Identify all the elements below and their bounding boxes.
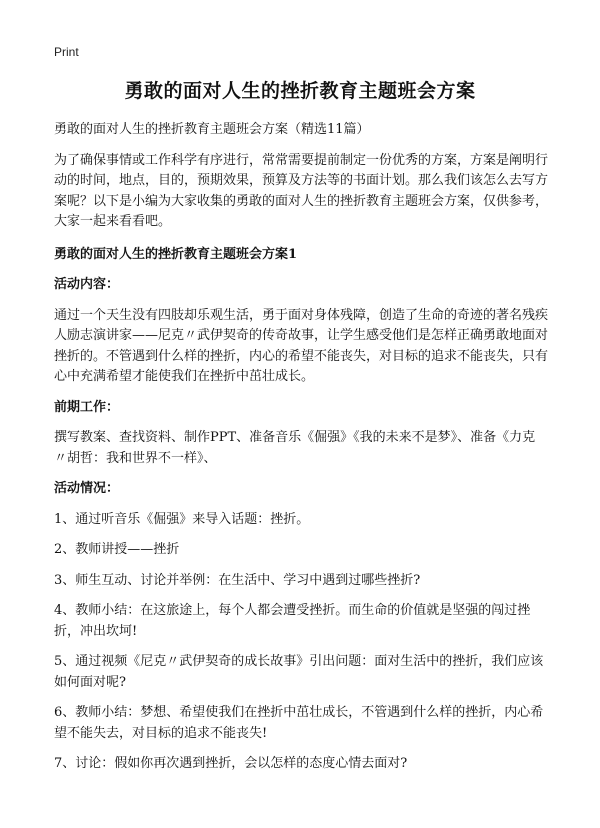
print-link[interactable]: Print [54, 45, 79, 59]
activity-process-heading: 活动情况： [54, 481, 120, 496]
activity-content-paragraph: 通过一个天生没有四肢却乐观生活，勇于面对身体残障，创造了生命的奇迹的著名残疾人励志演讲家——尼克〃武伊契奇的传奇故事，让学生感受他们是怎样正确勇敢地面对挫折的。不管遇到什么样的挫折，内心的希望不能丧失，对目标的追求不能丧失，只有心中充满希望才能使我们在挫折中茁壮成长。 [54, 307, 549, 384]
list-item: 6、教师小结：梦想、希望使我们在挫折中茁壮成长，不管遇到什么样的挫折，内心希望不能失去，对目标的追求不能丧失! [54, 705, 544, 741]
document-subtitle: 勇敢的面对人生的挫折教育主题班会方案（精选11篇） [54, 122, 370, 137]
list-item: 1、通过听音乐《倔强》来导入话题：挫折。 [54, 511, 310, 527]
list-item: 2、教师讲授——挫折 [54, 542, 180, 557]
list-item: 4、教师小结：在这旅途上，每个人都会遭受挫折。而生命的价值就是坚强的闯过挫折，冲出坎坷! [54, 603, 531, 639]
page-title: 勇敢的面对人生的挫折教育主题班会方案 [124, 80, 476, 102]
list-item: 7、讨论：假如你再次遇到挫折，会以怎样的态度心情去面对? [54, 756, 408, 771]
activity-content-heading: 活动内容： [54, 277, 120, 292]
preparation-paragraph: 撰写教案、查找资料、制作PPT、准备音乐《倔强》《我的未来不是梦》、准备《力克〃胡哲：我和世界不一样》、 [54, 430, 536, 466]
document-body [54, 120, 548, 785]
intro-paragraph: 为了确保事情或工作科学有序进行，常常需要提前制定一份优秀的方案，方案是阐明行动的时间，地点，目的，预期效果，预算及方法等的书面计划。那么我们该怎么去写方案呢？以下是小编为大家收集的勇敢的面对人生的挫折教育主题班会方案，仅供参考，大家一起来看看吧。 [54, 152, 549, 229]
preparation-heading: 前期工作： [54, 399, 120, 415]
list-item: 5、通过视频《尼克〃武伊契奇的成长故事》引出问题：面对生活中的挫折，我们应该如何面对呢? [54, 654, 544, 690]
list-item: 3、师生互动、讨论并举例：在生活中、学习中遇到过哪些挫折? [54, 572, 421, 588]
plan-heading: 勇敢的面对人生的挫折教育主题班会方案1 [54, 246, 298, 262]
